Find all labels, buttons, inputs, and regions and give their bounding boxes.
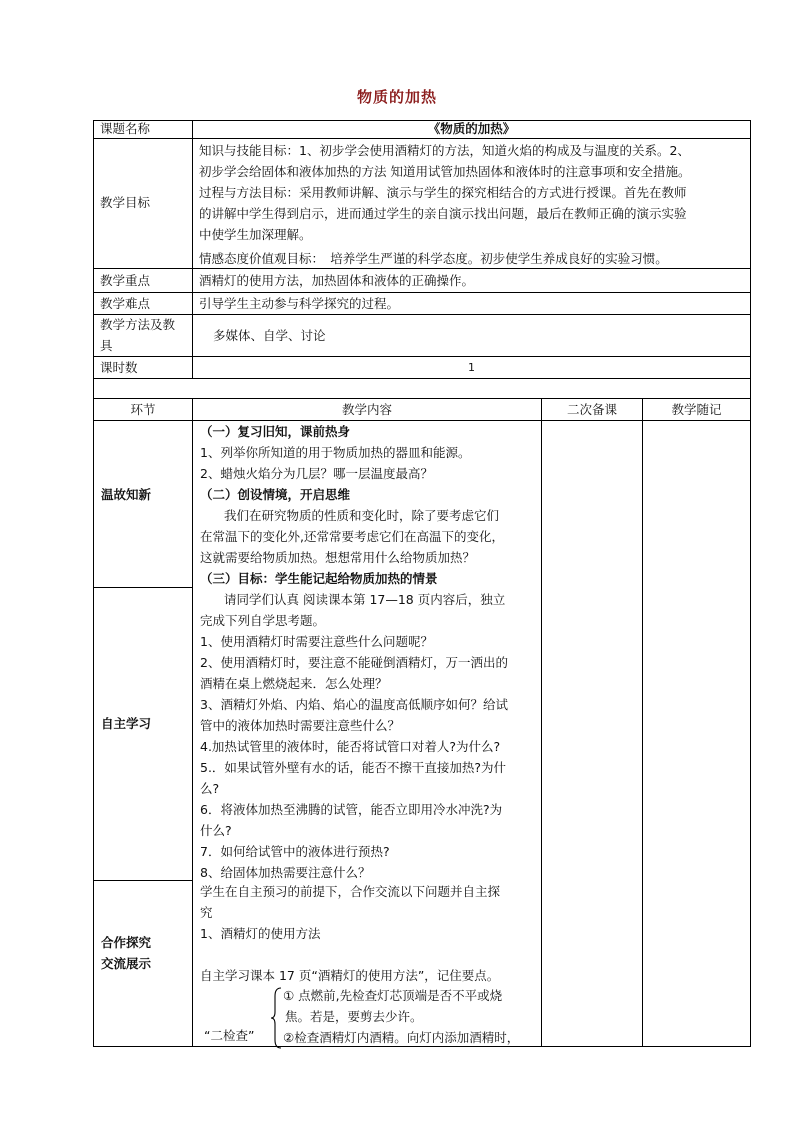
table-border	[192, 120, 193, 378]
key-points-value: 酒精灯的使用方法，加热固体和液体的正确操作。	[199, 273, 475, 288]
goal-line: 知识与技能目标：1、初步学会使用酒精灯的方法，知道火焰的构成及与温度的关系。2、	[199, 143, 690, 158]
section-heading: （二）创设情境，开启思维	[200, 487, 351, 502]
header-content: 教学内容	[341, 402, 392, 417]
goal-content	[199, 140, 749, 269]
content-line: 1、酒精灯的使用方法	[200, 926, 321, 941]
check-content	[283, 985, 541, 1048]
table-border	[642, 398, 643, 1047]
topic-label: 课题名称	[100, 121, 151, 136]
table-border	[93, 378, 751, 379]
check-item: ②检查酒精灯内酒精。向灯内添加酒精时，	[283, 1030, 520, 1045]
goal-line: 过程与方法目标：采用教师讲解、演示与学生的探究相结合的方式进行授课。首先在教师	[199, 185, 687, 200]
table-border	[93, 120, 94, 1047]
header-stage: 环节	[130, 402, 156, 417]
content-line: 完成下列自学思考题。	[200, 613, 326, 628]
topic-value: 《物质的加热》	[427, 121, 516, 136]
question-item: 1、使用酒精灯时需要注意些什么问题呢？	[200, 634, 433, 649]
content-line: 我们在研究物质的性质和变化时，除了要考虑它们	[224, 508, 500, 523]
check-item: 焦。若是，要剪去少许。	[285, 1009, 423, 1024]
table-border	[541, 398, 542, 1047]
question-item: 6．将液体加热至沸腾的试管，能否立即用冷水冲洗?为	[200, 802, 503, 817]
content-line: 这就需要给物质加热。想想常用什么给物质加热？	[200, 550, 476, 565]
method-label	[94, 314, 192, 356]
question-item: 管中的液体加热时需要注意些什么？	[200, 718, 401, 733]
goal-line: 中使学生加深理解。	[199, 227, 312, 242]
content-line: 请同学们认真 阅读课本第 17—18 页内容后，独立	[224, 592, 506, 607]
question-item: 2、使用酒精灯时，要注意不能碰倒酒精灯，万一洒出的	[200, 655, 508, 670]
stage-cooperation-line: 合作探究	[101, 935, 152, 950]
stage-cooperation-label	[101, 932, 191, 974]
difficulty-label: 教学难点	[100, 296, 151, 311]
question-item: 5.．如果试管外壁有水的话，能否不擦干直接加热?为什	[200, 760, 507, 775]
check-item: ① 点燃前,先检查灯芯顶端是否不平或烧	[283, 988, 503, 1003]
document-title: 物质的加热	[356, 88, 437, 106]
header-notes: 教学随记	[671, 402, 722, 417]
question-item: 么?	[200, 781, 220, 796]
section-heading: （三）目标：学生能记起给物质加热的情景	[200, 571, 438, 586]
method-label-line: 教学方法及教	[100, 317, 176, 332]
question-item: 8、给固体加热需要注意什么？	[200, 865, 371, 880]
method-label-line: 具	[100, 338, 113, 353]
question-item: 7．如何给试管中的液体进行预热?	[200, 844, 390, 859]
question-item: 3、酒精灯外焰、内焰、焰心的温度高低顺序如何？给试	[200, 697, 508, 712]
question-item: 酒精在桌上燃烧起来．怎么处理？	[200, 676, 388, 691]
goal-line: 的讲解中学生得到启示，进而通过学生的亲自演示找出问题，最后在教师正确的演示实验	[199, 206, 687, 221]
question-item: 什么?	[200, 823, 232, 838]
section-heading: （一）复习旧知，课前热身	[200, 424, 351, 439]
content-line: 学生在自主预习的前提下，合作交流以下问题并自主探	[200, 884, 501, 899]
content-line	[200, 944, 540, 965]
content-line: 2、蜡烛火焰分为几层？哪一层温度最高？	[200, 466, 433, 481]
key-points-label: 教学重点	[100, 273, 151, 288]
table-border	[93, 587, 193, 588]
difficulty-value: 引导学生主动参与科学探究的过程。	[199, 296, 400, 311]
question-item: 4.加热试管里的液体时，能否将试管口对着人?为什么?	[200, 739, 501, 754]
content-line: 究	[200, 905, 213, 920]
table-border	[93, 880, 193, 881]
content-line: 自主学习课本 17 页“酒精灯的使用方法”，记住要点。	[200, 968, 500, 983]
hours-value: 1	[468, 361, 475, 374]
content-line: 1、列举你所知道的用于物质加热的器皿和能源。	[200, 445, 471, 460]
header-second-prep: 二次备课	[566, 402, 617, 417]
goal-line: 初步学会给固体和液体加热的方法 知道用试管加热固体和液体时的注意事项和安全措施。	[199, 164, 691, 179]
hours-label: 课时数	[100, 360, 138, 375]
goal-label: 教学目标	[100, 195, 151, 210]
self-study-content	[200, 589, 540, 883]
check-label: “二检查”	[204, 1028, 255, 1043]
table-border	[192, 398, 193, 1047]
stage-review-label: 温故知新	[101, 487, 152, 502]
content-line: 在常温下的变化外,还常常要考虑它们在高温下的变化，	[200, 529, 504, 544]
goal-line: 情感态度价值观目标： 培养学生严谨的科学态度。初步使学生养成良好的实验习惯。	[199, 251, 668, 266]
cooperation-content	[200, 881, 540, 986]
method-value: 多媒体、自学、讨论	[213, 328, 326, 343]
review-content	[200, 421, 540, 589]
stage-cooperation-line: 交流展示	[101, 956, 152, 971]
brace-icon	[270, 986, 284, 1050]
stage-self-study-label: 自主学习	[101, 716, 152, 731]
table-border	[750, 120, 751, 1047]
